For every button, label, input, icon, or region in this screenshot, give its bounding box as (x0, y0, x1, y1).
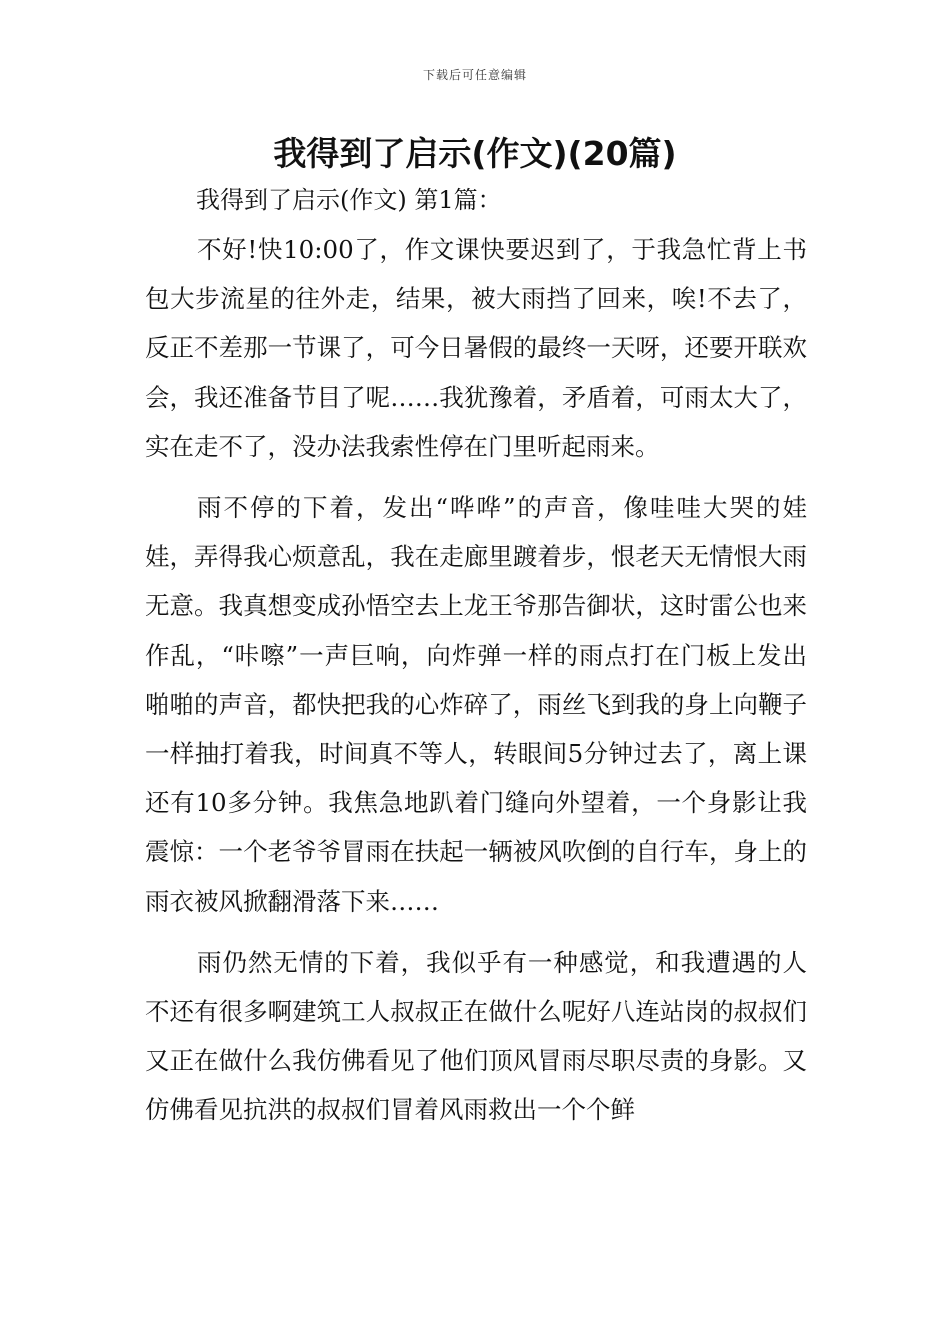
header-note: 下载后可任意编辑 (422, 68, 527, 82)
body-text (145, 225, 807, 1147)
document-title: 我得到了启示(作文)(20篇) (273, 134, 677, 173)
section-heading: 我得到了启示(作文) 第1篇： (196, 186, 502, 214)
paragraph: 雨仍然无情的下着，我似乎有一种感觉，和我遭遇的人不还有很多啊建筑工人叔叔正在做什么呢好八连站岗的叔叔们又正在做什么我仿佛看见了他们顶风冒雨尽职尽责的身影。又仿佛看见抗洪的叔叔们冒着风雨救出一个个鲜 (145, 947, 807, 1125)
paragraph: 雨不停的下着，发出“哗哗”的声音，像哇哇大哭的娃娃，弄得我心烦意乱，我在走廊里踱着步，恨老天无情恨大雨无意。我真想变成孙悟空去上龙王爷那告御状，这时雷公也来作乱，“咔嚓”一声巨响，向炸弹一样的雨点打在门板上发出啪啪的声音，都快把我的心炸碎了，雨丝飞到我的身上向鞭子一样抽打着我，时间真不等人，转眼间5分钟过去了，离上课还有10多分钟。我焦急地趴着门缝向外望着，一个身影让我震惊：一个老爷爷冒雨在扶起一辆被风吹倒的自行车，身上的雨衣被风掀翻滑落下来…… (145, 493, 807, 916)
paragraph: 不好!快10:00了，作文课快要迟到了，于我急忙背上书包大步流星的往外走，结果，被大雨挡了回来，唉!不去了，反正不差那一节课了，可今日暑假的最终一天呀，还要开联欢会，我还准备节目了呢……我犹豫着，矛盾着，可雨太大了，实在走不了，没办法我索性停在门里听起雨来。 (145, 235, 807, 461)
